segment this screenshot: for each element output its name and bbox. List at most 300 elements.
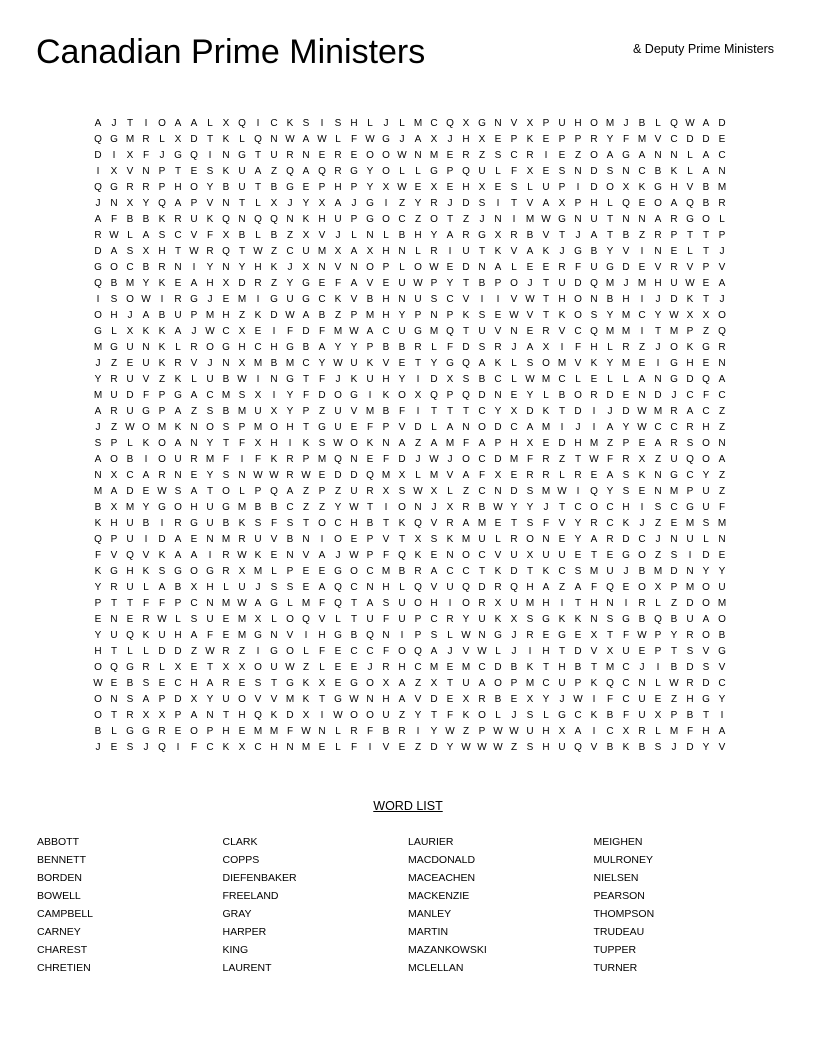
grid-letter: P xyxy=(430,278,438,289)
grid-letter: T xyxy=(206,134,214,145)
grid-letter: L xyxy=(431,342,437,353)
grid-letter: D xyxy=(318,390,326,401)
grid-letter: P xyxy=(446,390,454,401)
grid-letter: F xyxy=(206,630,214,641)
grid-letter: L xyxy=(687,150,693,161)
grid-letter: N xyxy=(110,198,118,209)
grid-letter: N xyxy=(542,534,550,545)
grid-letter: B xyxy=(174,582,182,593)
grid-letter: F xyxy=(222,454,230,465)
grid-letter: H xyxy=(350,518,358,529)
grid-letter: E xyxy=(254,326,262,337)
grid-letter: O xyxy=(702,214,710,225)
grid-letter: R xyxy=(590,518,598,529)
grid-letter: M xyxy=(461,662,471,673)
grid-letter: Y xyxy=(606,486,614,497)
grid-letter: W xyxy=(461,742,471,753)
grid-letter: V xyxy=(654,262,662,273)
grid-letter: Y xyxy=(702,470,710,481)
grid-letter: F xyxy=(382,454,390,465)
grid-letter: Z xyxy=(334,310,342,321)
grid-letter: P xyxy=(446,310,454,321)
grid-letter: E xyxy=(334,646,342,657)
grid-letter: Z xyxy=(414,214,422,225)
grid-letter: L xyxy=(319,662,325,673)
grid-letter: X xyxy=(190,694,198,705)
grid-letter: L xyxy=(111,726,117,737)
grid-letter: C xyxy=(254,742,262,753)
grid-letter: V xyxy=(702,646,710,657)
grid-letter: G xyxy=(94,262,102,273)
grid-letter: Z xyxy=(654,550,662,561)
grid-letter: J xyxy=(95,358,101,369)
grid-letter: K xyxy=(494,246,502,257)
grid-letter: D xyxy=(478,582,486,593)
grid-letter: Q xyxy=(302,614,310,625)
grid-letter: C xyxy=(638,166,646,177)
grid-letter: L xyxy=(143,582,149,593)
grid-letter: X xyxy=(318,678,326,689)
grid-letter: T xyxy=(414,358,422,369)
grid-letter: L xyxy=(383,230,389,241)
grid-letter: G xyxy=(574,246,582,257)
grid-letter: Y xyxy=(142,502,150,513)
grid-letter: I xyxy=(112,150,116,161)
grid-letter: X xyxy=(558,198,566,209)
grid-letter: V xyxy=(334,262,342,273)
grid-letter: E xyxy=(446,662,454,673)
grid-letter: Z xyxy=(318,406,326,417)
grid-letter: I xyxy=(144,534,148,545)
grid-letter: X xyxy=(526,438,534,449)
grid-letter: S xyxy=(254,518,262,529)
grid-letter: B xyxy=(350,630,358,641)
grid-letter: Y xyxy=(654,310,662,321)
grid-letter: E xyxy=(142,486,150,497)
grid-letter: J xyxy=(527,278,533,289)
grid-letter: X xyxy=(590,630,598,641)
grid-letter: H xyxy=(254,262,262,273)
grid-letter: Q xyxy=(334,582,342,593)
grid-letter: O xyxy=(142,422,150,433)
grid-letter: L xyxy=(527,182,533,193)
grid-letter: R xyxy=(94,230,102,241)
grid-letter: W xyxy=(365,134,375,145)
grid-letter: Q xyxy=(222,246,230,257)
grid-letter: P xyxy=(558,182,566,193)
grid-letter: F xyxy=(510,166,518,177)
grid-letter: D xyxy=(94,246,102,257)
grid-letter: B xyxy=(686,710,694,721)
grid-letter: U xyxy=(334,422,342,433)
grid-letter: F xyxy=(318,598,326,609)
grid-letter: O xyxy=(398,390,406,401)
grid-letter: E xyxy=(238,678,246,689)
grid-letter: N xyxy=(574,166,582,177)
grid-letter: F xyxy=(462,438,470,449)
grid-letter: B xyxy=(238,230,246,241)
grid-letter: H xyxy=(590,342,598,353)
grid-letter: V xyxy=(542,230,550,241)
word-list-item: FREELAND xyxy=(222,890,279,902)
grid-letter: U xyxy=(286,294,294,305)
grid-letter: M xyxy=(653,566,663,577)
grid-letter: H xyxy=(238,710,246,721)
grid-letter: U xyxy=(510,598,518,609)
grid-letter: T xyxy=(302,374,310,385)
grid-letter: P xyxy=(670,230,678,241)
grid-letter: M xyxy=(461,534,471,545)
grid-letter: J xyxy=(287,262,293,273)
grid-letter: N xyxy=(638,678,646,689)
grid-letter: X xyxy=(238,742,246,753)
grid-letter: M xyxy=(477,518,487,529)
grid-letter: C xyxy=(606,518,614,529)
grid-letter: C xyxy=(686,390,694,401)
grid-letter: T xyxy=(542,278,550,289)
grid-letter: L xyxy=(335,614,341,625)
grid-letter: X xyxy=(526,694,534,705)
grid-letter: B xyxy=(606,294,614,305)
grid-letter: I xyxy=(496,294,500,305)
grid-letter: E xyxy=(238,726,246,737)
grid-letter: L xyxy=(607,342,613,353)
grid-letter: F xyxy=(574,342,582,353)
grid-letter: I xyxy=(688,550,692,561)
grid-letter: W xyxy=(285,662,295,673)
grid-letter: G xyxy=(702,342,710,353)
grid-letter: I xyxy=(320,710,324,721)
grid-letter: E xyxy=(494,182,502,193)
grid-letter: K xyxy=(286,118,294,129)
grid-letter: Q xyxy=(366,630,374,641)
grid-letter: O xyxy=(366,710,374,721)
grid-letter: J xyxy=(559,694,565,705)
grid-letter: M xyxy=(605,326,615,337)
grid-letter: D xyxy=(670,294,678,305)
grid-letter: E xyxy=(318,150,326,161)
grid-letter: M xyxy=(317,454,327,465)
grid-letter: K xyxy=(686,294,694,305)
grid-letter: D xyxy=(702,550,710,561)
grid-letter: X xyxy=(478,134,486,145)
grid-letter: M xyxy=(541,374,551,385)
grid-letter: R xyxy=(654,230,662,241)
grid-letter: Z xyxy=(718,486,726,497)
grid-letter: O xyxy=(526,534,534,545)
grid-letter: Q xyxy=(110,662,118,673)
grid-row xyxy=(90,484,730,500)
grid-letter: R xyxy=(622,454,630,465)
grid-letter: U xyxy=(158,630,166,641)
grid-letter: I xyxy=(576,182,580,193)
grid-letter: T xyxy=(126,118,134,129)
grid-letter: U xyxy=(110,390,118,401)
grid-letter: W xyxy=(205,646,215,657)
grid-letter: U xyxy=(510,550,518,561)
grid-letter: N xyxy=(270,374,278,385)
grid-letter: J xyxy=(719,246,725,257)
grid-letter: C xyxy=(718,150,726,161)
grid-row xyxy=(90,260,730,276)
grid-letter: P xyxy=(494,278,502,289)
grid-letter: W xyxy=(525,374,535,385)
grid-letter: G xyxy=(334,630,342,641)
grid-letter: X xyxy=(414,390,422,401)
grid-row xyxy=(90,308,730,324)
grid-letter: A xyxy=(254,598,262,609)
grid-letter: N xyxy=(350,262,358,273)
grid-row xyxy=(90,356,730,372)
grid-letter: N xyxy=(302,534,310,545)
grid-letter: G xyxy=(318,422,326,433)
grid-letter: K xyxy=(222,166,230,177)
grid-letter: V xyxy=(382,534,390,545)
grid-letter: S xyxy=(110,294,118,305)
grid-letter: Q xyxy=(670,118,678,129)
grid-letter: N xyxy=(398,294,406,305)
grid-letter: N xyxy=(606,598,614,609)
grid-letter: Z xyxy=(510,742,518,753)
grid-letter: C xyxy=(254,342,262,353)
grid-letter: V xyxy=(382,358,390,369)
grid-letter: X xyxy=(254,390,262,401)
grid-letter: O xyxy=(286,646,294,657)
grid-letter: H xyxy=(206,278,214,289)
grid-letter: L xyxy=(511,374,517,385)
grid-letter: N xyxy=(718,438,726,449)
grid-letter: Y xyxy=(430,358,438,369)
grid-letter: P xyxy=(318,486,326,497)
grid-letter: Z xyxy=(718,406,726,417)
grid-letter: F xyxy=(478,470,486,481)
grid-letter: R xyxy=(110,582,118,593)
grid-letter: N xyxy=(238,214,246,225)
grid-letter: M xyxy=(157,422,167,433)
grid-letter: G xyxy=(366,214,374,225)
grid-letter: X xyxy=(302,710,310,721)
grid-letter: N xyxy=(478,630,486,641)
grid-letter: W xyxy=(637,406,647,417)
grid-letter: Y xyxy=(462,614,470,625)
grid-letter: W xyxy=(253,470,263,481)
grid-row xyxy=(90,564,730,580)
grid-letter: Z xyxy=(606,438,614,449)
grid-letter: K xyxy=(174,422,182,433)
grid-letter: H xyxy=(590,198,598,209)
grid-letter: F xyxy=(318,646,326,657)
grid-letter: K xyxy=(542,566,550,577)
grid-letter: K xyxy=(302,214,310,225)
grid-letter: Y xyxy=(398,374,406,385)
grid-letter: K xyxy=(302,678,310,689)
word-list-item: MACEACHEN xyxy=(408,872,476,884)
grid-letter: Z xyxy=(638,230,646,241)
word-list-item: NIELSEN xyxy=(593,872,639,884)
grid-letter: D xyxy=(686,742,694,753)
grid-letter: J xyxy=(111,118,117,129)
grid-letter: F xyxy=(190,742,198,753)
grid-letter: A xyxy=(302,166,310,177)
grid-letter: H xyxy=(270,342,278,353)
grid-letter: U xyxy=(238,182,246,193)
grid-letter: Y xyxy=(702,566,710,577)
grid-letter: D xyxy=(126,486,134,497)
grid-letter: S xyxy=(94,438,102,449)
grid-letter: R xyxy=(142,182,150,193)
grid-letter: L xyxy=(159,662,165,673)
grid-letter: C xyxy=(574,326,582,337)
grid-letter: A xyxy=(174,326,182,337)
grid-letter: X xyxy=(462,694,470,705)
grid-letter: A xyxy=(462,518,470,529)
grid-letter: U xyxy=(558,278,566,289)
grid-letter: A xyxy=(686,406,694,417)
grid-letter: J xyxy=(95,422,101,433)
grid-letter: O xyxy=(206,342,214,353)
grid-letter: G xyxy=(558,710,566,721)
grid-letter: M xyxy=(589,438,599,449)
grid-letter: G xyxy=(270,598,278,609)
grid-letter: F xyxy=(318,326,326,337)
grid-letter: J xyxy=(623,278,629,289)
grid-letter: P xyxy=(190,310,198,321)
grid-letter: C xyxy=(446,566,454,577)
grid-letter: H xyxy=(462,182,470,193)
grid-letter: E xyxy=(542,262,550,273)
grid-letter: K xyxy=(142,438,150,449)
grid-letter: K xyxy=(558,310,566,321)
grid-letter: U xyxy=(334,406,342,417)
grid-letter: F xyxy=(542,518,550,529)
grid-letter: O xyxy=(94,694,102,705)
grid-letter: K xyxy=(398,518,406,529)
grid-letter: R xyxy=(382,662,390,673)
grid-letter: A xyxy=(206,678,214,689)
word-list-item: ABBOTT xyxy=(37,836,80,848)
grid-letter: N xyxy=(270,630,278,641)
grid-letter: L xyxy=(495,166,501,177)
grid-letter: W xyxy=(397,150,407,161)
grid-letter: S xyxy=(510,182,518,193)
grid-letter: N xyxy=(142,342,150,353)
grid-letter: E xyxy=(318,742,326,753)
grid-letter: J xyxy=(335,550,341,561)
word-list-item: MARTIN xyxy=(408,926,449,938)
grid-row xyxy=(90,116,730,132)
grid-letter: C xyxy=(510,150,518,161)
grid-letter: G xyxy=(238,150,246,161)
grid-letter: M xyxy=(541,486,551,497)
grid-letter: C xyxy=(286,246,294,257)
grid-letter: J xyxy=(159,150,165,161)
grid-letter: O xyxy=(510,278,518,289)
grid-letter: V xyxy=(526,198,534,209)
grid-letter: K xyxy=(638,182,646,193)
grid-letter: K xyxy=(142,566,150,577)
grid-letter: K xyxy=(494,358,502,369)
grid-letter: O xyxy=(606,182,614,193)
grid-letter: X xyxy=(142,710,150,721)
grid-letter: I xyxy=(384,502,388,513)
grid-letter: F xyxy=(270,518,278,529)
grid-letter: T xyxy=(542,310,550,321)
grid-letter: D xyxy=(686,598,694,609)
grid-letter: T xyxy=(430,710,438,721)
grid-letter: R xyxy=(142,134,150,145)
grid-letter: L xyxy=(399,582,405,593)
grid-letter: M xyxy=(285,358,295,369)
grid-letter: Z xyxy=(414,742,422,753)
grid-letter: O xyxy=(94,710,102,721)
grid-letter: K xyxy=(270,454,278,465)
grid-letter: U xyxy=(590,262,598,273)
grid-letter: A xyxy=(190,118,198,129)
grid-letter: X xyxy=(126,150,134,161)
grid-letter: C xyxy=(286,502,294,513)
grid-letter: S xyxy=(526,710,534,721)
grid-letter: M xyxy=(653,406,663,417)
grid-letter: A xyxy=(334,198,342,209)
grid-letter: V xyxy=(430,518,438,529)
grid-letter: M xyxy=(301,742,311,753)
grid-letter: U xyxy=(686,534,694,545)
grid-letter: A xyxy=(430,438,438,449)
grid-letter: W xyxy=(397,182,407,193)
grid-row xyxy=(90,404,730,420)
grid-letter: R xyxy=(430,198,438,209)
grid-letter: D xyxy=(158,534,166,545)
grid-letter: K xyxy=(366,438,374,449)
grid-letter: D xyxy=(414,422,422,433)
grid-letter: U xyxy=(398,278,406,289)
grid-letter: Y xyxy=(670,630,678,641)
grid-letter: P xyxy=(238,422,246,433)
grid-letter: V xyxy=(414,694,422,705)
grid-letter: C xyxy=(510,422,518,433)
grid-letter: O xyxy=(702,438,710,449)
grid-letter: V xyxy=(494,550,502,561)
grid-letter: P xyxy=(702,262,710,273)
grid-row xyxy=(90,452,730,468)
grid-letter: H xyxy=(110,310,118,321)
grid-letter: H xyxy=(382,694,390,705)
grid-letter: A xyxy=(654,214,662,225)
grid-letter: G xyxy=(126,726,134,737)
grid-letter: A xyxy=(606,422,614,433)
grid-letter: G xyxy=(622,614,630,625)
grid-letter: Q xyxy=(654,614,662,625)
grid-letter: J xyxy=(479,214,485,225)
grid-letter: O xyxy=(126,294,134,305)
grid-letter: I xyxy=(592,726,596,737)
grid-letter: O xyxy=(702,454,710,465)
grid-letter: N xyxy=(510,326,518,337)
grid-letter: H xyxy=(510,438,518,449)
grid-letter: I xyxy=(640,294,644,305)
grid-letter: O xyxy=(702,630,710,641)
grid-letter: B xyxy=(94,502,102,513)
grid-letter: P xyxy=(302,454,310,465)
grid-letter: C xyxy=(478,406,486,417)
grid-letter: A xyxy=(718,726,726,737)
grid-letter: W xyxy=(637,422,647,433)
grid-letter: P xyxy=(158,182,166,193)
grid-letter: R xyxy=(622,342,630,353)
grid-letter: T xyxy=(670,646,678,657)
grid-letter: E xyxy=(222,294,230,305)
grid-letter: Q xyxy=(462,582,470,593)
